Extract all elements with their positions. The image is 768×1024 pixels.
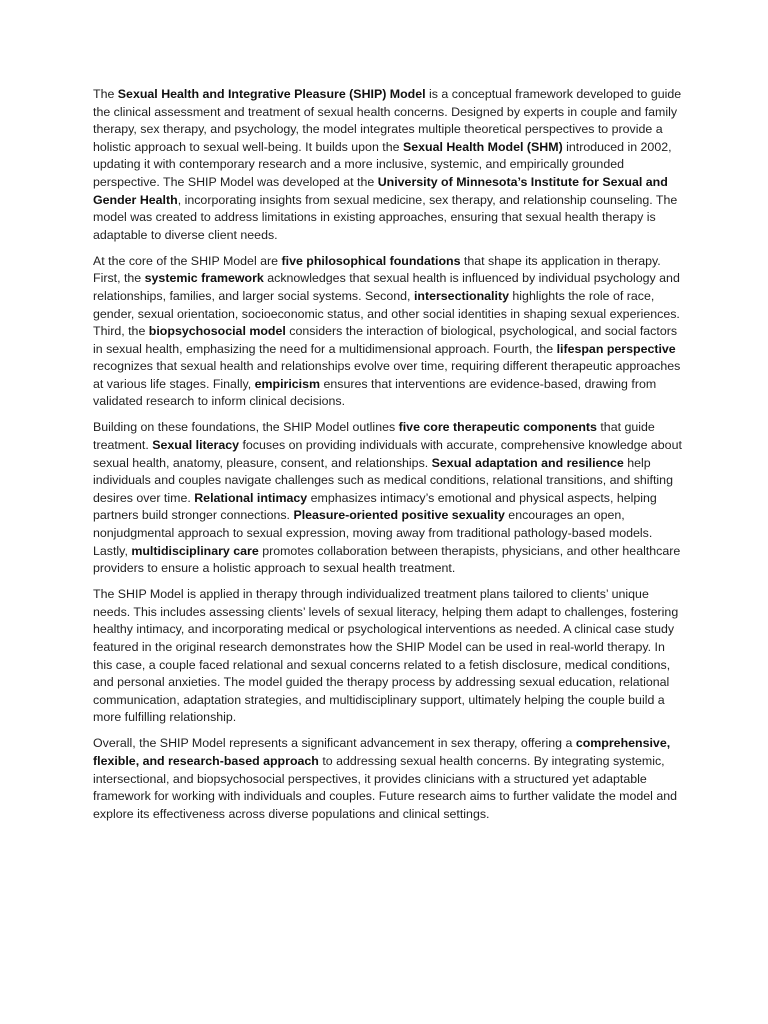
text-run: encourages an open, nonjudgmental approach to sexual expression, moving away from traditional pathology-based models. Lastly, — [93, 508, 653, 558]
text-run: to addressing sexual health concerns. By integrating systemic, intersectional, and biopsychosocial perspectives, it provides clinicians with a structured yet adaptable framework for working with individuals and couples. Future research aims to further validate the model and explore its effectiveness across diverse populations and clinical settings. — [93, 753, 678, 821]
text-run: considers the interaction of biological, psychological, and social factors in sexual health, emphasizing the need for a multidimensional approach. Fourth, the — [93, 324, 678, 356]
bold-term: systemic framework — [144, 271, 264, 286]
text-run: Building on these foundations, the SHIP Model outlines — [93, 420, 399, 435]
paragraph-components — [93, 419, 683, 577]
bold-term: biopsychosocial model — [148, 324, 286, 339]
text-run: introduced in 2002, updating it with contemporary research and a more inclusive, systemic, and empirically grounded perspective. The SHIP Model was developed at the — [93, 139, 672, 189]
bold-term: Sexual adaptation and resilience — [431, 455, 624, 470]
text-run: that guide treatment. — [93, 420, 655, 453]
text-run: focuses on providing individuals with accurate, comprehensive knowledge about sexual health, anatomy, pleasure, consent, and relationships. — [93, 438, 682, 470]
bold-term: University of Minnesota’s Institute for Sexual and Gender Health — [93, 174, 668, 207]
text-run: Overall, the SHIP Model represents a significant advancement in sex therapy, offering a — [93, 736, 576, 751]
bold-term: Sexual literacy — [152, 438, 240, 453]
text-run: ensures that interventions are evidence-based, drawing from validated research to inform clinical decisions. — [93, 376, 657, 409]
text-run: emphasizes intimacy’s emotional and physical aspects, helping partners build stronger connections. — [93, 490, 657, 523]
bold-term: comprehensive, flexible, and research-based approach — [93, 736, 671, 768]
bold-term: multidisciplinary care — [131, 543, 259, 558]
text-run: At the core of the SHIP Model are — [93, 253, 282, 268]
bold-term: five philosophical foundations — [281, 253, 461, 268]
text-run: is a conceptual framework developed to guide the clinical assessment and treatment of sexual health concerns. Designed by experts in couple and family therapy, sex therapy, and psychology, the model integrates multiple theoretical perspectives to provide a holistic approach to sexual well-being. It builds upon the — [93, 87, 682, 154]
text-run: The SHIP Model is applied in therapy through individualized treatment plans tailored to clients’ unique needs. This includes assessing clients’ levels of sexual literacy, helping them adapt to challenges, fostering healthy intimacy, and incorporating medical or psychological interventions as needed. A clinical case study featured in the original research demonstrates how the SHIP Model can be used in real-world therapy. In this case, a couple faced relational and sexual concerns related to a fetish disclosure, medical conditions, and personal anxieties. The model guided the therapy process by addressing sexual education, relational communication, adaptation strategies, and multidisciplinary support, ultimately helping the couple build a more fulfilling relationship. — [93, 587, 679, 725]
document-page — [93, 86, 683, 832]
bold-term: lifespan perspective — [556, 341, 676, 356]
paragraph-intro — [93, 86, 683, 244]
bold-term: empiricism — [254, 376, 321, 391]
text-run: that shape its application in therapy. First, the — [93, 253, 661, 286]
paragraph-foundations — [93, 253, 683, 411]
text-run: highlights the role of race, gender, sexual orientation, socioeconomic status, and other social identities in shaping sexual experiences. Third, the — [93, 288, 680, 339]
bold-term: five core therapeutic components — [398, 420, 597, 435]
bold-term: Relational intimacy — [194, 490, 308, 505]
text-run: promotes collaboration between therapists, physicians, and other healthcare providers to ensure a holistic approach to sexual health treatment. — [93, 543, 681, 576]
text-run: acknowledges that sexual health is influenced by individual psychology and relationships, families, and larger social systems. Second, — [93, 271, 680, 303]
text-run: recognizes that sexual health and relationships evolve over time, requiring different therapeutic approaches at various life stages. Finally, — [93, 359, 681, 391]
text-run: help individuals and couples navigate challenges such as medical conditions, relational transitions, and shifting desires over time. — [93, 455, 673, 505]
bold-term: Sexual Health and Integrative Pleasure (SHIP) Model — [117, 87, 426, 101]
paragraph-conclusion — [93, 735, 683, 823]
text-run: , incorporating insights from sexual medicine, sex therapy, and relationship counseling. The model was created to address limitations in existing approaches, ensuring that sexual health therapy is adaptable to diverse client needs. — [93, 192, 678, 242]
bold-term: Sexual Health Model (SHM) — [402, 139, 563, 154]
bold-term: intersectionality — [413, 288, 509, 303]
bold-term: Pleasure-oriented positive sexuality — [293, 508, 505, 523]
paragraph-application — [93, 586, 683, 727]
text-run: The — [93, 87, 118, 101]
